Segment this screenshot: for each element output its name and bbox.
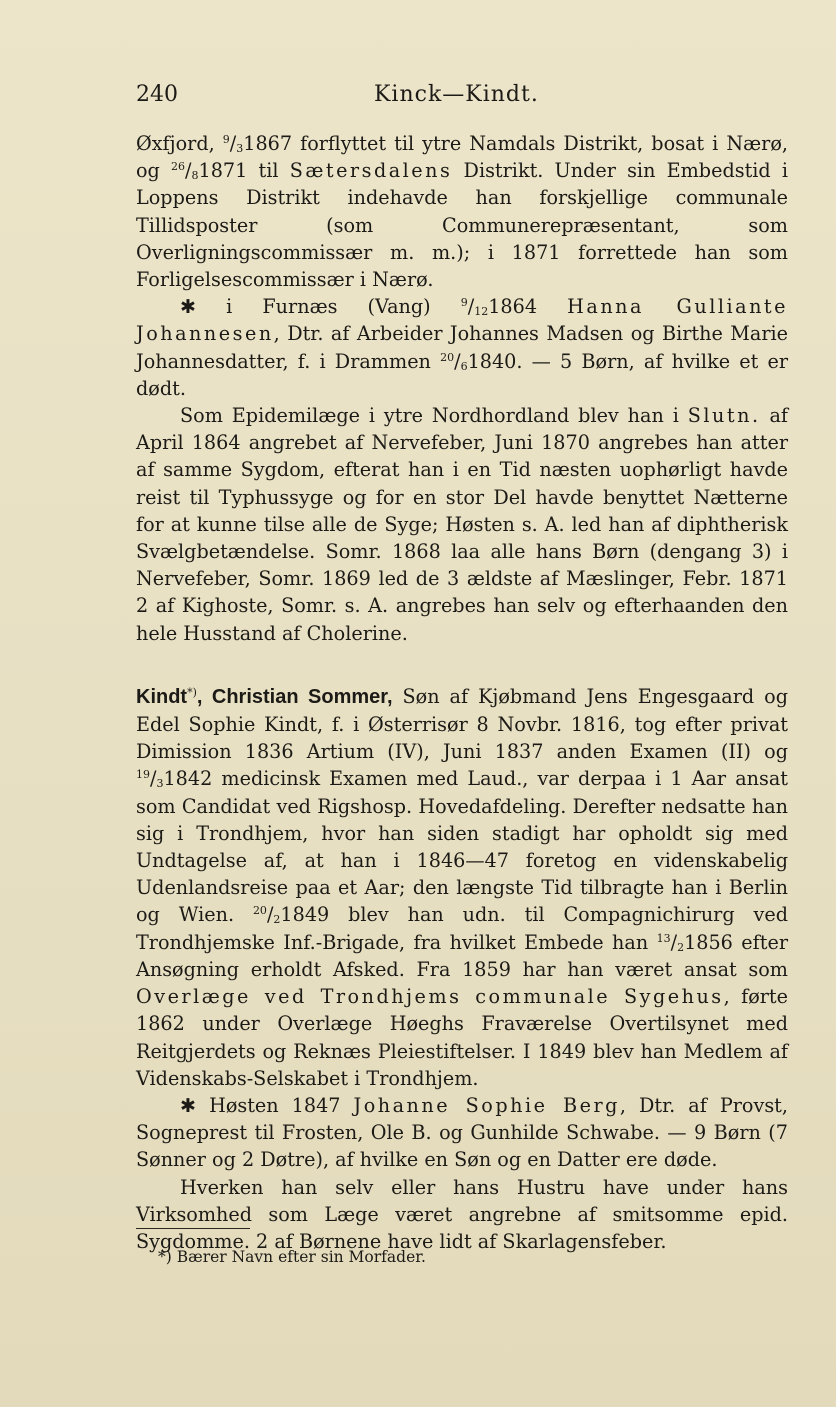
page-header [136,80,788,110]
footnote [158,1246,758,1268]
entry2-health-paragraph: Hverken han selv eller hans Hustru have under hans Virksomhed som Læge været angrebne af smitsomme epid. Sygdomme. 2 af Børnene have lidt af Skarlagensfeber. [136,1175,788,1253]
entry-separator [136,647,788,683]
entry1-paragraph-1: Øxfjord, $^9/_31867$ forflyttet til ytre Namdals Distrikt, bosat i Nærø, og $^{26}/_81871$ til Sætersdalens Distrikt. Under sin Embedstid i Loppens Distrikt indehavde han forskjellige communale Tillidsposter (som Communerepræsentant, som Overligningscommissær m. m.); i 1871 forrettede han som Forligelsescommissær i Nærø. [136,132,789,292]
entry-name: Kindt [136,685,188,708]
running-head: Kinck—Kindt. [374,82,539,107]
body-text [136,130,788,1255]
page-number: 240 [136,82,178,107]
entry1-marriage-paragraph: ✱ i Furnæs (Vang) $^9/_{12}1864$ Hanna Gulliante Johannesen, Dtr. af Arbeider Johannes Madsen og Birthe Marie Johannesdatter, f. i Drammen $^{20}/_61840$. — 5 Børn, af hvilke et er dødt. [136,295,789,400]
spouse-name: Hanna Gulliante Johannesen [136,295,789,346]
footnote-text: Bærer Navn efter sin Morfader. [171,1248,426,1266]
entry-name-rest: , Christian Sommer, [196,685,393,708]
footnote-mark: *) [158,1248,172,1266]
footnote-rule [136,1228,250,1229]
footnote-reference: *) [187,685,197,699]
entry1-epidemic-paragraph: Som Epidemilæge i ytre Nordhordland blev han i Slutn. af April 1864 angrebet af Nervefeber, Juni 1870 angrebes han atter af samme Sygdom, efterat han i en Tid næsten uophørligt havde reist til Typhussyge og for en stor Del havde benyttet Nætterne for at kunne tilse alle de Syge; Høsten s. A. led han af diphtherisk Svælgbetændelse. Somr. 1868 laa alle hans Børn (dengang 3) i Nervefeber, Somr. 1869 led de 3 ældste af Mæslinger, Febr. 1871 2 af Kighoste, Somr. s. A. angrebes han selv og efterhaanden den hele Husstand af Cholerine. [136,404,788,645]
spouse-name: Johanne Sophie Berg [353,1093,620,1117]
entry2-paragraph-1: Kindt*), Christian Sommer, Søn af Kjøbmand Jens Engesgaard og Edel Sophie Kindt, f. i Østerrisør 8 Novbr. 1816, tog efter privat Dimission 1836 Artium (IV), Juni 1837 anden Examen (II) og $^{19}/_31842$ medicinsk Examen med Laud., var derpaa i 1 Aar ansat som Candidat ved Rigshosp. Hovedafdeling. Derefter nedsatte han sig i Trondhjem, hvor han siden stadigt har opholdt sig med Undtagelse af, at han i 1846—47 foretog en videnskabelig Udenlandsreise paa et Aar; den længste Tid tilbragte han i Berlin og Wien. $^{20}/_21849$ blev han udn. til Compagnichirurg ved Trondhjemske Inf.-Brigade, fra hvilket Embede han $^{13}/_21856$ efter Ansøgning erholdt Afsked. Fra 1859 har han været ansat som Overlæge ved Trondhjems communale Sygehus, førte 1862 under Overlæge Høeghs Fraværelse Overtilsynet med Reitgjerdets og Reknæs Pleiestiftelser. I 1849 blev han Medlem af Videnskabs-Selskabet i Trondhjem. [136,684,788,1090]
entry2-marriage-paragraph: ✱ Høsten 1847 Johanne Sophie Berg, Dtr. af Provst, Sogneprest til Frosten, Ole B. og Gunhilde Schwabe. — 9 Børn (7 Sønner og 2 Døtre), af hvilke en Søn og en Datter ere døde. [136,1093,788,1172]
